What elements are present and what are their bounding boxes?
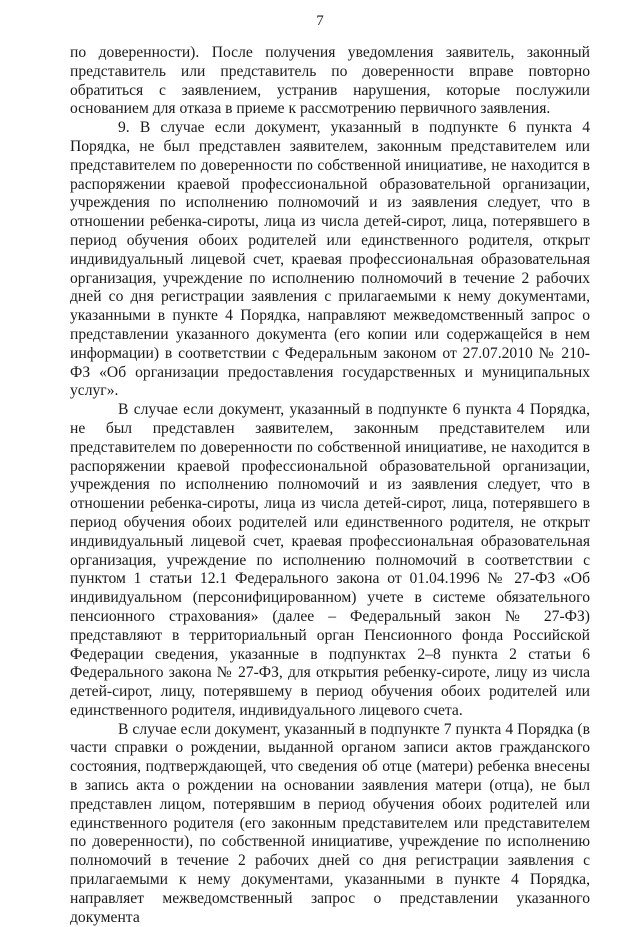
page-number: 7 xyxy=(316,13,324,29)
document-body xyxy=(70,44,590,927)
paragraph-birth-certificate: В случае если документ, указанный в подпункте 7 пункта 4 Порядка (в части справки о рождении, выданной органом записи актов гражданского состояния, подтверждающей, что сведения об отце (матери) ребенка внесены в запись акта о рождении на основании заявления матери (отца), не был представлен лицом, потерявшим в период обучения обоих родителей или единственного родителя (его законным представителем или представителем по доверенности), по собственной инициативе, учреждение по исполнению полномочий в течение 2 рабочих дней со дня регистрации заявления с прилагаемыми к нему документами, указанными в пункте 4 Порядка, направляет межведомственный запрос о представлении указанного документа xyxy=(70,720,590,926)
paragraph-pension-account: В случае если документ, указанный в подпункте 6 пункта 4 Порядка, не был представлен заявителем, законным представителем или представителем по доверенности по собственной инициативе, не находится в распоряжении краевой профессиональной образовательной организации, учреждения по исполнению полномочий и из заявления следует, что в отношении ребенка-сироты, лица из числа детей-сирот, лица, потерявшего в период обучения обоих родителей или единственного родителя, не открыт индивидуальный лицевой счет, краевая профессиональная образовательная организация, учреждение по исполнению полномочий в соответствии с пунктом 1 статьи 12.1 Федерального закона от 01.04.1996 № 27-ФЗ «Об индивидуальном (персонифицированном) учете в системе обязательного пенсионного страхования» (далее – Федеральный закон № 27-ФЗ) представляют в территориальный орган Пенсионного фонда Российской Федерации сведения, указанные в подпунктах 2–8 пункта 2 статьи 6 Федерального закона № 27-ФЗ, для открытия ребенку-сироте, лицу из числа детей-сирот, лицу, потерявшему в период обучения обоих родителей или единственного родителя, индивидуального лицевого счета. xyxy=(70,401,590,719)
paragraph-continuation: по доверенности). После получения уведомления заявитель, законный представитель или представитель по доверенности вправе повторно обратиться с заявлением, устранив нарушения, которые послужили основанием для отказа в приеме к рассмотрению первичного заявления. xyxy=(70,44,590,118)
paragraph-item-9: 9. В случае если документ, указанный в подпункте 6 пункта 4 Порядка, не был представлен заявителем, законным представителем или представителем по доверенности по собственной инициативе, не находится в распоряжении краевой профессиональной образовательной организации, учреждения по исполнению полномочий и из заявления следует, что в отношении ребенка-сироты, лица из числа детей-сирот, лица, потерявшего в период обучения обоих родителей или единственного родителя, открыт индивидуальный лицевой счет, краевая профессиональная образовательная организация, учреждение по исполнению полномочий в течение 2 рабочих дней со дня регистрации заявления с прилагаемыми к нему документами, указанными в пункте 4 Порядка, направляют межведомственный запрос о представлении указанного документа (его копии или содержащейся в нем информации) в соответствии с Федеральным законом от 27.07.2010 № 210-ФЗ «Об организации предоставления государственных и муниципальных услуг». xyxy=(70,119,590,400)
